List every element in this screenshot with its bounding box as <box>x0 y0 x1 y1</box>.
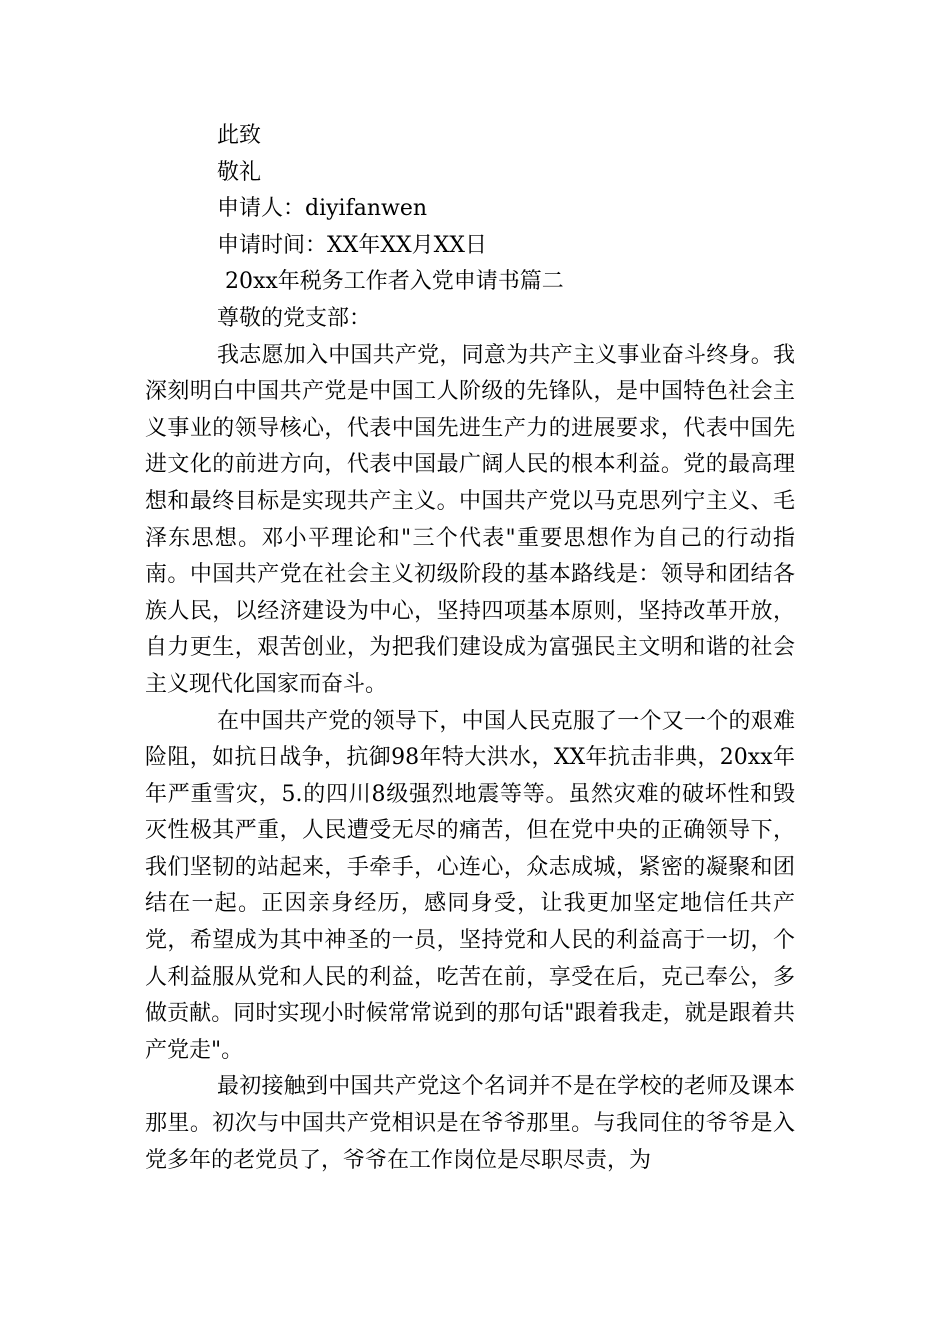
salutation: 尊敬的党支部： <box>217 305 372 331</box>
paragraph-2: 在中国共产党的领导下，中国人民克服了一个又一个的艰难险阻，如抗日战争，抗御98年特大洪水，XX年抗击非典，20xx年年严重雪灾，5.的四川8级强烈地震等等。虽然灾难的破坏性和毁灭性极其严重，人民遭受无尽的痛苦，但在党中央的正确领导下，我们坚韧的站起来，手牵手，心连心，众志成城，紧密的凝聚和团结在一起。正因亲身经历，感同身受，让我更加坚定地信任共产党，希望成为其中神圣的一员，坚持党和人民的利益高于一切，个人利益服从党和人民的利益，吃苦在前，享受在后，克己奉公，多做贡献。同时实现小时候常常说到的那句话"跟着我走，就是跟着共产党走"。 <box>145 708 795 1063</box>
document-body <box>145 118 795 1179</box>
closing-line-2: 敬礼 <box>217 159 262 185</box>
paragraph-3: 最初接触到中国共产党这个名词并不是在学校的老师及课本那里。初次与中国共产党相识是在爷爷那里。与我同住的爷爷是入党多年的老党员了，爷爷在工作岗位是尽职尽责，为 <box>145 1074 795 1173</box>
paragraph-1: 我志愿加入中国共产党，同意为共产主义事业奋斗终身。我深刻明白中国共产党是中国工人阶级的先锋队，是中国特色社会主义事业的领导核心，代表中国先进生产力的进展要求，代表中国先进文化的前进方向，代表中国最广阔人民的根本利益。党的最高理想和最终目标是实现共产主义。中国共产党以马克思列宁主义、毛泽东思想。邓小平理论和"三个代表"重要思想作为自己的行动指南。中国共产党在社会主义初级阶段的基本路线是：领导和团结各族人民，以经济建设为中心，坚持四项基本原则，坚持改革开放，自力更生，艰苦创业，为把我们建设成为富强民主文明和谐的社会主义现代化国家而奋斗。 <box>145 342 795 697</box>
section-title: 20xx年税务工作者入党申请书篇二 <box>225 269 564 295</box>
closing-line-1: 此致 <box>217 123 262 148</box>
applicant-line: 申请人：diyifanwen <box>217 196 428 222</box>
date-line: 申请时间：XX年XX月XX日 <box>217 232 487 258</box>
